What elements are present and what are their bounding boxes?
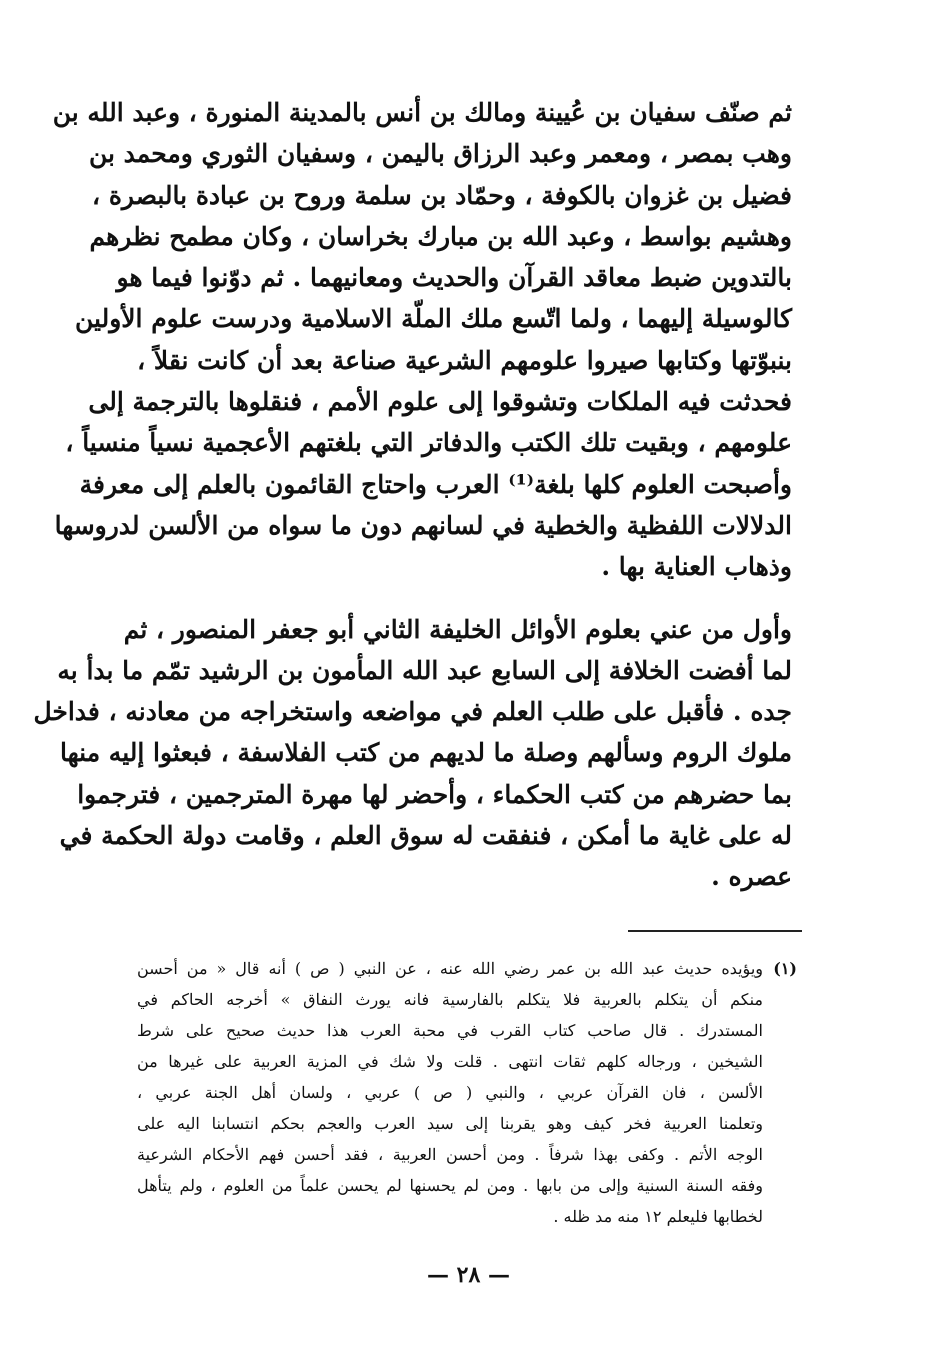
footnote-line: لخطابها فليعلم ١٢ منه مد ظله . <box>553 1207 763 1226</box>
paragraph-1 <box>52 92 792 588</box>
text-line: كالوسيلة إليهما ، ولما اتّسع ملك الملّة الاسلامية ودرست علوم الأولين <box>75 304 792 334</box>
text-line: بنبوّتها وكتابها صيروا علومهم الشرعية صناعة بعد أن كانت نقلاً ، <box>137 345 792 375</box>
text-line: بالتدوين ضبط معاقد القرآن والحديث ومعانيهما . ثم دوّنوا فيما هو <box>116 263 792 293</box>
text-line: جده . فأقبل على طلب العلم في مواضعه واستخراجه من معادنه ، فداخل <box>33 697 792 727</box>
footnote-line: الوجه الأتم . وكفى بهذا شرفاً . ومن أحسن العربية ، فقد أحسن فهم الأحكام الشرعية <box>137 1145 763 1164</box>
footnote-number: (١) <box>773 959 797 978</box>
paragraph-gap <box>142 588 792 609</box>
footnote-line: منكم أن يتكلم بالعربية فلا يتكلم بالفارسية فانه يورث النفاق » أخرجه الحاكم في <box>137 990 763 1009</box>
text-line: وأصبحت العلوم كلها بلغة⁽¹⁾ العرب واحتاج القائمون بالعلم إلى معرفة <box>79 469 792 499</box>
text-line: عصره . <box>711 862 792 892</box>
footnotes <box>137 953 797 1232</box>
footnote-line: الألسن ، فان القرآن عربي ، والنبي ( ص ) عربي ، ولسان أهل الجنة عربي ، <box>137 1083 763 1102</box>
text-line: وهب بمصر ، ومعمر وعبد الرزاق باليمن ، وسفيان الثوري ومحمد بن <box>88 139 792 169</box>
main-text <box>33 92 792 898</box>
footnote-line: المستدرك . قال صاحب كتاب القرب في محبة العرب هذا حديث صحيح على شرط <box>137 1021 763 1040</box>
footnote-separator <box>628 930 802 932</box>
text-line: لما أفضت الخلافة إلى السابع عبد الله المأمون بن الرشيد تمّم ما بدأ به <box>57 655 792 685</box>
text-line: فضيل بن غزوان بالكوفة ، وحمّاد بن سلمة وروح بن عبادة بالبصرة ، <box>92 180 792 210</box>
text-line: وأول من عني بعلوم الأوائل الخليفة الثاني أبو جعفر المنصور ، ثم <box>123 614 792 644</box>
text-line: له على غاية ما أمكن ، فنفقت له سوق العلم ، وقامت دولة الحكمة في <box>59 821 792 851</box>
footnote-1 <box>137 953 797 1232</box>
text-line: فحدثت فيه الملكات وتشوقوا إلى علوم الأمم ، فنقلوها بالترجمة إلى <box>88 387 792 417</box>
text-line: وهشيم بواسط ، وعبد الله بن مبارك بخراسان ، وكان مطمح نظرهم <box>89 221 792 251</box>
text-line: وذهاب العناية بها . <box>601 552 792 582</box>
footnote-line: وفقه السنة السنية وإلى من بابها . ومن لم يحسنها لم يحسن علماً من العلوم ، ولم يتأهل <box>137 1176 764 1195</box>
text-line: علومهم ، وبقيت تلك الكتب والدفاتر التي بلغتهم الأعجمية نسياً منسياً ، <box>65 428 792 458</box>
paragraph-2 <box>33 609 792 898</box>
footnote-line: ويؤيده حديث عبد الله بن عمر رضي الله عنه ، عن النبي ( ص ) أنه قال « من أحسن <box>137 959 763 978</box>
text-line: بما حضرهم من كتب الحكماء ، وأحضر لها مهرة المترجمين ، فترجموا <box>77 779 792 809</box>
text-line: ثم صنّف سفيان بن عُيينة ومالك بن أنس بالمدينة المنورة ، وعبد الله بن <box>52 98 792 127</box>
text-line: الدلالات اللفظية والخطية في لسانهم دون ما سواه من الألسن لدروسها <box>54 510 792 540</box>
footnote-line: وتعلمنا العربية فخر كيف وهو يقربنا إلى سيد العرب والعجم بحكم انتسابنا اليه على <box>137 1114 763 1133</box>
page-number: — ٢٨ — <box>427 1262 510 1288</box>
text-line: ملوك الروم وسألهم وصلة ما لديهم من كتب الفلاسفة ، فبعثوا إليه منها <box>60 738 792 768</box>
footnote-line: الشيخين ، ورجاله كلهم ثقات انتهى . قلت ولا شك في المزية العربية على غيرها من <box>137 1052 763 1071</box>
footnote-body <box>137 953 763 1232</box>
